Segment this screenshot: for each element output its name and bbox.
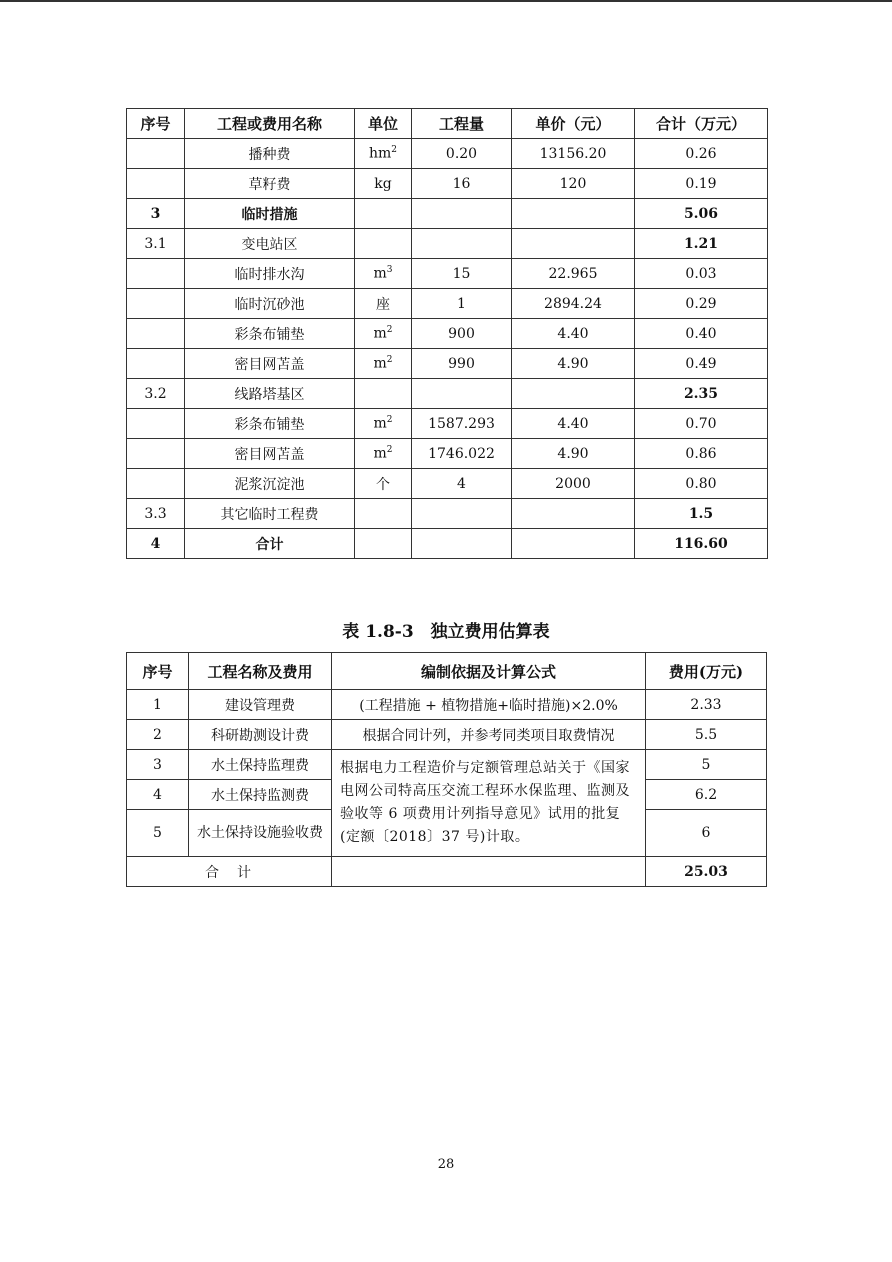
row-no (127, 169, 185, 199)
row-qty: 4 (412, 469, 512, 499)
table-header-row (127, 653, 767, 690)
row-name: 水土保持监测费 (189, 780, 332, 810)
row-qty: 15 (412, 259, 512, 289)
table-row (127, 529, 768, 559)
row-unit (355, 229, 412, 259)
unit-text: m (373, 445, 387, 462)
table-caption: 表 1.8-3 独立费用估算表 (342, 622, 550, 642)
table-header-row (127, 109, 768, 139)
row-qty: 900 (412, 319, 512, 349)
row-total: 0.49 (635, 349, 768, 379)
row-no (127, 409, 185, 439)
row-qty: 1746.022 (412, 439, 512, 469)
row-qty (412, 229, 512, 259)
header-no: 序号 (127, 109, 185, 139)
row-unit (355, 319, 412, 349)
table-row (127, 169, 768, 199)
header-fee: 费用(万元) (646, 653, 767, 690)
table-row (127, 319, 768, 349)
header-qty: 工程量 (412, 109, 512, 139)
header-no: 序号 (127, 653, 189, 690)
row-no: 3.1 (127, 229, 185, 259)
row-price: 22.965 (512, 259, 635, 289)
row-name: 彩条布铺垫 (185, 409, 355, 439)
row-price: 120 (512, 169, 635, 199)
header-name: 工程或费用名称 (185, 109, 355, 139)
row-no (127, 259, 185, 289)
row-name: 临时措施 (185, 199, 355, 229)
row-price (512, 499, 635, 529)
row-total: 0.40 (635, 319, 768, 349)
table-row (127, 750, 767, 780)
row-name: 泥浆沉淀池 (185, 469, 355, 499)
row-total: 1.5 (635, 499, 768, 529)
total-fee: 25.03 (646, 857, 767, 887)
row-unit (355, 199, 412, 229)
row-fee: 5 (646, 750, 767, 780)
row-no (127, 139, 185, 169)
table-row (127, 469, 768, 499)
row-qty (412, 379, 512, 409)
row-price: 13156.20 (512, 139, 635, 169)
row-unit (355, 379, 412, 409)
row-qty: 1587.293 (412, 409, 512, 439)
row-qty (412, 199, 512, 229)
total-basis (332, 857, 646, 887)
row-total: 116.60 (635, 529, 768, 559)
table-row (127, 499, 768, 529)
row-unit (355, 289, 412, 319)
row-name: 临时沉砂池 (185, 289, 355, 319)
unit-superscript: 2 (386, 355, 393, 366)
row-no: 5 (127, 810, 189, 857)
row-price (512, 229, 635, 259)
table-row (127, 409, 768, 439)
page-number: 28 (437, 1157, 455, 1172)
row-price (512, 379, 635, 409)
row-unit (355, 439, 412, 469)
row-total: 1.21 (635, 229, 768, 259)
row-unit (355, 259, 412, 289)
unit-superscript: 2 (386, 325, 393, 336)
row-unit (355, 409, 412, 439)
row-price (512, 199, 635, 229)
unit-text: hm (368, 145, 392, 162)
unit-superscript: 3 (386, 265, 393, 276)
row-name: 水土保持监理费 (189, 750, 332, 780)
row-name: 临时排水沟 (185, 259, 355, 289)
row-name: 水土保持设施验收费 (189, 810, 332, 857)
row-price (512, 529, 635, 559)
table-row (127, 349, 768, 379)
row-name: 草籽费 (185, 169, 355, 199)
table-row (127, 690, 767, 720)
row-price: 4.90 (512, 439, 635, 469)
row-name: 其它临时工程费 (185, 499, 355, 529)
row-qty: 990 (412, 349, 512, 379)
row-name: 科研勘测设计费 (189, 720, 332, 750)
row-total: 2.35 (635, 379, 768, 409)
table-row (127, 720, 767, 750)
row-no (127, 349, 185, 379)
row-total: 0.19 (635, 169, 768, 199)
table-row (127, 439, 768, 469)
row-total: 0.03 (635, 259, 768, 289)
row-no: 3 (127, 750, 189, 780)
row-price: 2894.24 (512, 289, 635, 319)
row-unit (355, 349, 412, 379)
row-qty: 16 (412, 169, 512, 199)
row-name: 线路塔基区 (185, 379, 355, 409)
row-no (127, 469, 185, 499)
header-project-fee: 工程名称及费用 (189, 653, 332, 690)
unit-superscript: 2 (386, 445, 393, 456)
total-label: 合 计 (127, 857, 332, 887)
row-fee: 5.5 (646, 720, 767, 750)
row-name: 密目网苫盖 (185, 349, 355, 379)
row-fee: 6.2 (646, 780, 767, 810)
row-basis: (工程措施 + 植物措施+临时措施)×2.0% (332, 690, 646, 720)
row-no: 3.3 (127, 499, 185, 529)
row-total: 0.29 (635, 289, 768, 319)
row-no: 3 (127, 199, 185, 229)
independent-cost-table (126, 652, 767, 887)
row-unit (355, 469, 412, 499)
row-unit (355, 169, 412, 199)
row-no: 4 (127, 780, 189, 810)
merged-basis-cell: 根据电力工程造价与定额管理总站关于《国家电网公司特高压交流工程环水保监理、监测及验收等 6 项费用计列指导意见》试用的批复 (定额〔2018〕37 号)计取。 (332, 750, 646, 857)
unit-superscript: 2 (386, 415, 393, 426)
unit-text: m (373, 415, 387, 432)
row-total: 0.26 (635, 139, 768, 169)
row-fee: 2.33 (646, 690, 767, 720)
unit-text: 个 (376, 476, 390, 493)
header-basis: 编制依据及计算公式 (332, 653, 646, 690)
unit-superscript: 2 (391, 145, 398, 156)
header-total: 合计（万元） (635, 109, 768, 139)
row-total: 0.86 (635, 439, 768, 469)
row-no (127, 319, 185, 349)
header-unit: 单位 (355, 109, 412, 139)
table-row (127, 139, 768, 169)
total-row (127, 857, 767, 887)
row-price: 4.40 (512, 409, 635, 439)
unit-text: m (373, 265, 387, 282)
cost-table-body (127, 139, 768, 559)
row-no: 2 (127, 720, 189, 750)
header-price: 单价（元） (512, 109, 635, 139)
table-row (127, 289, 768, 319)
table-row (127, 259, 768, 289)
row-total: 5.06 (635, 199, 768, 229)
row-total: 0.70 (635, 409, 768, 439)
unit-text: 座 (376, 296, 390, 313)
row-name: 播种费 (185, 139, 355, 169)
row-qty: 0.20 (412, 139, 512, 169)
unit-text: m (373, 355, 387, 372)
row-basis: 根据合同计列，并参考同类项目取费情况 (332, 720, 646, 750)
table-row (127, 229, 768, 259)
row-unit (355, 139, 412, 169)
row-no (127, 439, 185, 469)
row-fee: 6 (646, 810, 767, 857)
cost-table (126, 108, 768, 559)
row-no (127, 289, 185, 319)
row-name: 合计 (185, 529, 355, 559)
row-unit (355, 529, 412, 559)
row-price: 4.90 (512, 349, 635, 379)
row-name: 建设管理费 (189, 690, 332, 720)
unit-text: kg (374, 175, 392, 192)
row-qty: 1 (412, 289, 512, 319)
unit-text: m (373, 325, 387, 342)
row-name: 变电站区 (185, 229, 355, 259)
row-price: 2000 (512, 469, 635, 499)
row-qty (412, 499, 512, 529)
row-name: 密目网苫盖 (185, 439, 355, 469)
top-border-line (0, 0, 892, 2)
row-qty (412, 529, 512, 559)
table-row (127, 199, 768, 229)
row-name: 彩条布铺垫 (185, 319, 355, 349)
row-price: 4.40 (512, 319, 635, 349)
row-no: 1 (127, 690, 189, 720)
row-unit (355, 499, 412, 529)
row-no: 3.2 (127, 379, 185, 409)
table-row (127, 379, 768, 409)
row-no: 4 (127, 529, 185, 559)
row-total: 0.80 (635, 469, 768, 499)
